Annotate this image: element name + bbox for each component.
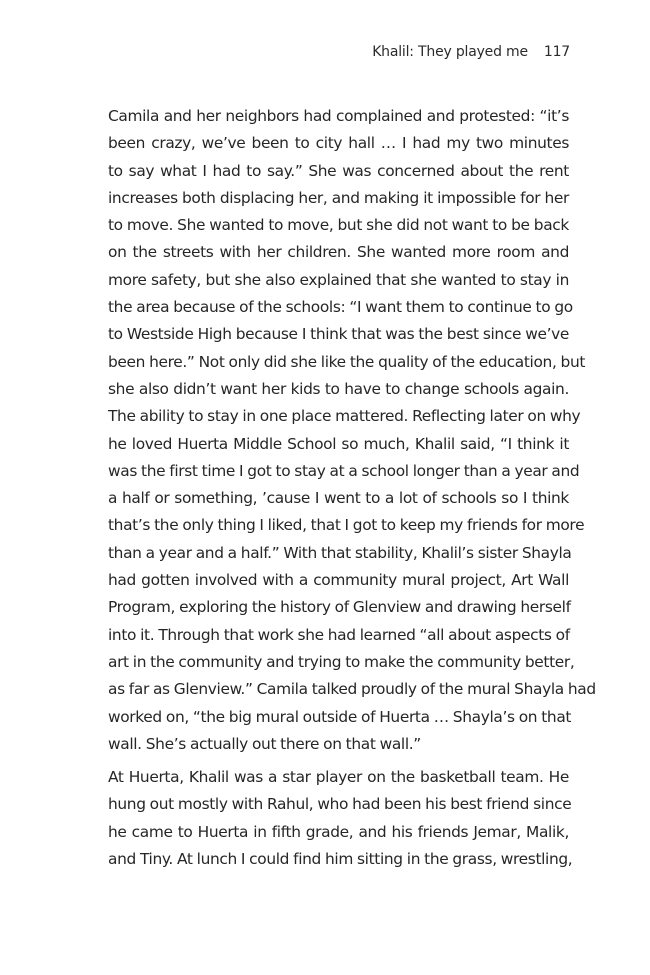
text-line: into it. Through that work she had learned “all about aspects of bbox=[108, 625, 570, 644]
text-line: been crazy, we’ve been to city hall … I had my two minutes bbox=[108, 134, 569, 153]
text-line: that’s the only thing I liked, that I got to keep my friends for more bbox=[108, 516, 585, 535]
text-line: worked on, “the big mural outside of Huerta … Shayla’s on that bbox=[108, 707, 572, 726]
text-line: more safety, but she also explained that she wanted to stay in bbox=[108, 270, 569, 289]
text-line: a half or something, ’cause I went to a lot of schools so I think bbox=[108, 489, 569, 508]
text-line: increases both displacing her, and making it impossible for her bbox=[108, 188, 569, 207]
text-line: Camila and her neighbors had complained and protested: “it’s bbox=[108, 107, 569, 125]
text-line: he came to Huerta in fifth grade, and his friends Jemar, Malik, bbox=[108, 822, 569, 841]
text-line: been here.” Not only did she like the quality of the education, but bbox=[108, 352, 586, 371]
text-line: was the first time I got to stay at a school longer than a year and bbox=[108, 461, 580, 480]
text-line: on the streets with her children. She wanted more room and bbox=[108, 243, 569, 262]
text-line: art in the community and trying to make the community better, bbox=[108, 652, 575, 671]
text-line: to Westside High because I think that was the best since we’ve bbox=[108, 325, 569, 344]
text-line: as far as Glenview.” Camila talked proudly of the mural Shayla had bbox=[108, 680, 596, 699]
running-header bbox=[372, 44, 570, 60]
text-line: wall. She’s actually out there on that wall.” bbox=[108, 734, 421, 753]
body-paragraph-1 bbox=[108, 103, 596, 758]
text-line: hung out mostly with Rahul, who had been his best friend since bbox=[108, 795, 572, 814]
text-line: to say what I had to say.” She was concerned about the rent bbox=[108, 161, 569, 180]
text-line: At Huerta, Khalil was a star player on the basketball team. He bbox=[108, 768, 569, 787]
page-body bbox=[108, 103, 596, 873]
text-line: he loved Huerta Middle School so much, Khalil said, “I think it bbox=[108, 434, 569, 453]
text-line: The ability to stay in one place mattered. Reflecting later on why bbox=[108, 407, 581, 426]
text-line: she also didn’t want her kids to have to change schools again. bbox=[108, 379, 569, 398]
text-line: the area because of the schools: “I want them to continue to go bbox=[108, 298, 573, 317]
text-line: Program, exploring the history of Glenview and drawing herself bbox=[108, 598, 571, 617]
text-line: than a year and a half.” With that stability, Khalil’s sister Shayla bbox=[108, 543, 572, 562]
running-title: Khalil: They played me bbox=[372, 44, 528, 60]
text-line: and Tiny. At lunch I could find him sitting in the grass, wrestling, bbox=[108, 850, 573, 869]
body-paragraph-2 bbox=[108, 764, 573, 873]
page-number: 117 bbox=[543, 44, 570, 60]
text-line: had gotten involved with a community mural project, Art Wall bbox=[108, 571, 569, 590]
text-line: to move. She wanted to move, but she did not want to be back bbox=[108, 216, 569, 235]
